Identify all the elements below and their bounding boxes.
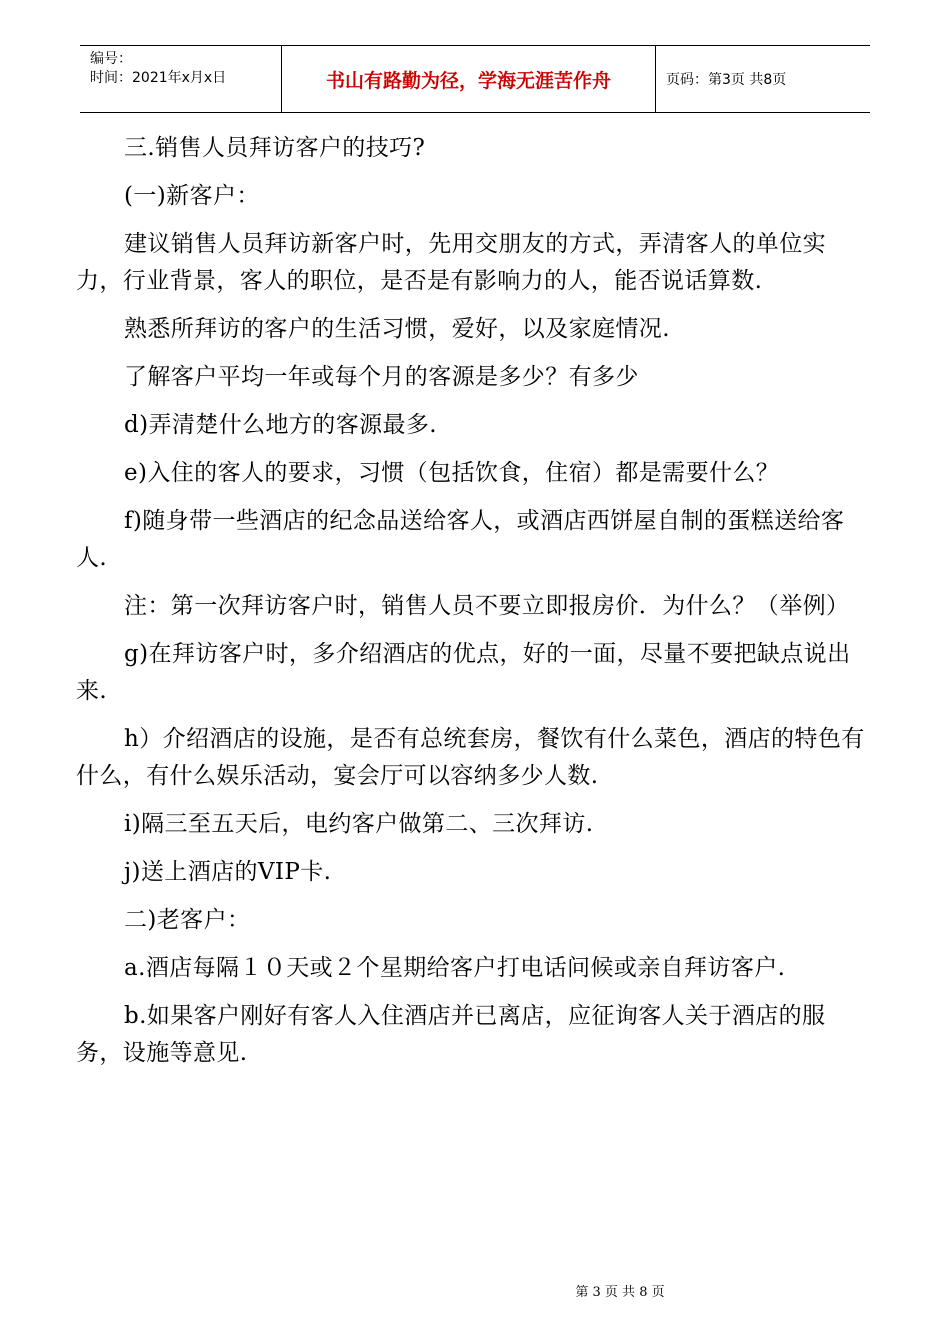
paragraph: f)随身带一些酒店的纪念品送给客人，或酒店西饼屋自制的蛋糕送给客人. [76,508,845,571]
paragraph: h）介绍酒店的设施，是否有总统套房，餐饮有什么菜色，酒店的特色有什么，有什么娱乐活动，宴会厅可以容纳多少人数. [76,726,865,789]
page-footer: 第 3 页 共 8 页 [575,1285,665,1300]
note-paragraph: 注：第一次拜访客户时，销售人员不要立即报房价．为什么？（举例） [124,593,850,619]
paragraph: i)隔三至五天后，电约客户做第二、三次拜访. [124,811,594,837]
document-number-label: 编号： [90,51,132,67]
page-header [80,45,870,113]
paragraph: d)弄清楚什么地方的客源最多. [124,412,438,438]
document-body [76,130,866,1083]
header-motto: 书山有路勤为径，学海无涯苦作舟 [282,46,656,112]
paragraph: a.酒店每隔１０天或２个星期给客户打电话问候或亲自拜访客户. [124,955,786,981]
header-page-info: 页码：第3页 共8页 [666,72,787,88]
paragraph: j)送上酒店的VIP卡. [124,859,332,885]
paragraph: 熟悉所拜访的客户的生活习惯，爱好，以及家庭情况. [124,316,670,342]
paragraph: e)入住的客人的要求，习惯（包括饮食，住宿）都是需要什么？ [124,460,780,486]
header-meta [80,46,282,112]
document-time-label: 时间：2021年x月x日 [90,70,227,86]
paragraph: 建议销售人员拜访新客户时，先用交朋友的方式，弄清客人的单位实力，行业背景，客人的职位，是否是有影响力的人，能否说话算数. [76,231,826,294]
paragraph: g)在拜访客户时，多介绍酒店的优点，好的一面，尽量不要把缺点说出来. [76,641,851,704]
paragraph: 了解客户平均一年或每个月的客源是多少？有多少 [124,364,639,390]
paragraph: b.如果客户刚好有客人入住酒店并已离店，应征询客人关于酒店的服务，设施等意见. [76,1003,826,1066]
subsection-title-new-clients: (一)新客户： [124,183,260,209]
subsection-title-old-clients: 二)老客户： [124,907,251,933]
section-title: 三.销售人员拜访客户的技巧? [124,135,426,161]
